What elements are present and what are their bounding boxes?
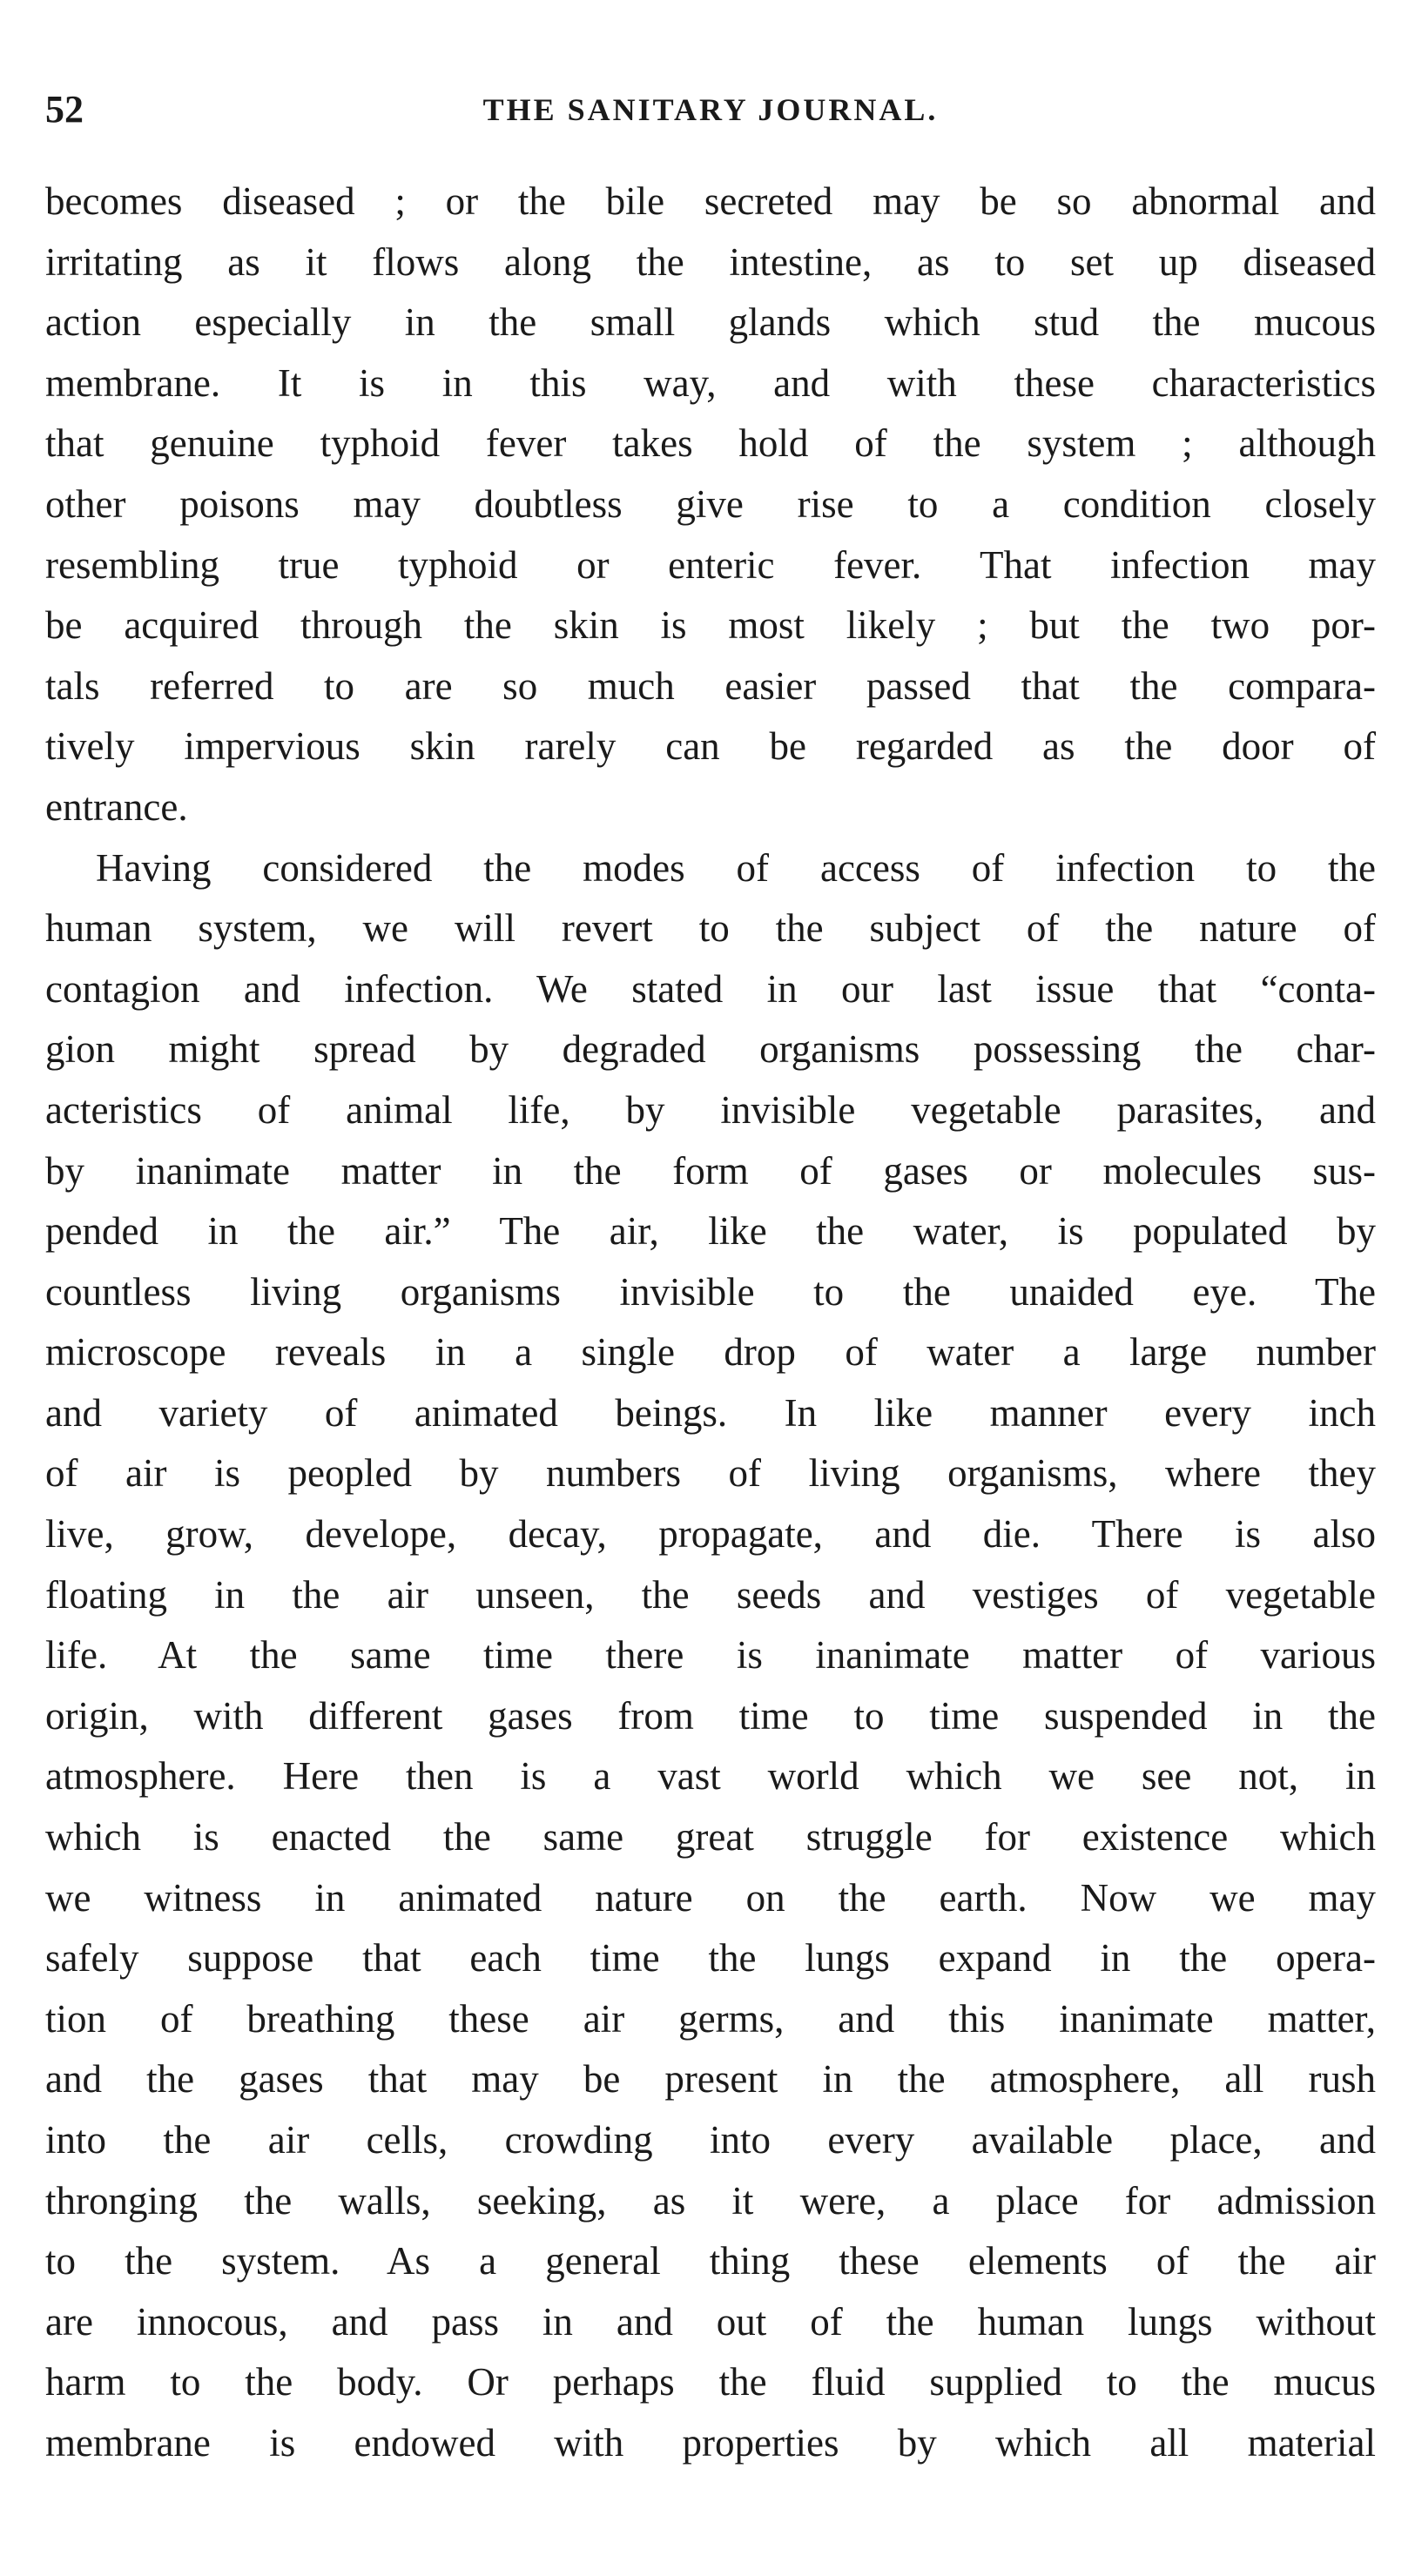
text-line: tion of breathing these air germs, and this inanimate matter, [45,1996,1376,2041]
text-line: we witness in animated nature on the earth. Now we may [45,1875,1376,1920]
text-line: atmosphere. Here then is a vast world which we see not, in [45,1754,1376,1799]
text-line: be acquired through the skin is most likely ; but the two por- [45,603,1376,648]
running-head [45,84,1376,136]
text-line: gion might spread by degraded organisms possessing the char- [45,1027,1376,1072]
paragraph-2 [45,838,1376,2474]
text-line: contagion and infection. We stated in our last issue that “conta- [45,966,1376,1011]
text-line: that genuine typhoid fever takes hold of the system ; although [45,421,1376,466]
journal-page [45,0,1376,2576]
text-line: are innocous, and pass in and out of the human lungs without [45,2299,1376,2344]
text-line: action especially in the small glands which stud the mucous [45,300,1376,345]
text-line: entrance. [45,784,188,829]
text-line: life. At the same time there is inanimate matter of various [45,1633,1376,1678]
text-line: tals referred to are so much easier passed that the compara- [45,663,1376,708]
text-line: and variety of animated beings. In like manner every inch [45,1390,1376,1435]
text-line: becomes diseased ; or the bile secreted may be so abnormal and [45,179,1376,223]
text-line: of air is peopled by numbers of living organisms, where they [45,1451,1376,1496]
text-line: safely suppose that each time the lungs expand in the opera- [45,1936,1376,1981]
text-line: pended in the air.” The air, like the water, is populated by [45,1209,1376,1254]
text-line: live, grow, develope, decay, propagate, and die. There is also [45,1512,1376,1557]
text-line: thronging the walls, seeking, as it were, a place for admission [45,2178,1376,2223]
article-body [45,172,1376,2474]
text-line: membrane is endowed with properties by which all material [45,2420,1376,2465]
text-line: microscope reveals in a single drop of water a large number [45,1330,1376,1375]
text-line: human system, we will revert to the subject of the nature of [45,906,1376,951]
text-line: floating in the air unseen, the seeds and vestiges of vegetable [45,1572,1376,1617]
text-line: and the gases that may be present in the atmosphere, all rush [45,2057,1376,2102]
text-line: membrane. It is in this way, and with these characteristics [45,360,1376,405]
text-line: other poisons may doubtless give rise to a condition closely [45,481,1376,526]
text-line: tively impervious skin rarely can be regarded as the door of [45,724,1376,769]
text-line: harm to the body. Or perhaps the fluid supplied to the mucus [45,2360,1376,2404]
text-line: acteristics of animal life, by invisible vegetable parasites, and [45,1087,1376,1132]
text-line: resembling true typhoid or enteric fever. That infection may [45,542,1376,587]
text-line: which is enacted the same great struggle for existence which [45,1815,1376,1860]
text-line: by inanimate matter in the form of gases or molecules sus- [45,1148,1376,1193]
text-line: to the system. As a general thing these elements of the air [45,2239,1376,2283]
text-line: Having considered the modes of access of infection to the [96,845,1376,890]
paragraph-1 [45,172,1376,838]
text-line: origin, with different gases from time to time suspended in the [45,1693,1376,1738]
text-line: countless living organisms invisible to the unaided eye. The [45,1269,1376,1314]
page-number: 52 [45,88,84,131]
text-line: into the air cells, crowding into every available place, and [45,2118,1376,2162]
text-line: irritating as it flows along the intestine, as to set up diseased [45,239,1376,284]
journal-title: THE SANITARY JOURNAL. [482,92,939,127]
